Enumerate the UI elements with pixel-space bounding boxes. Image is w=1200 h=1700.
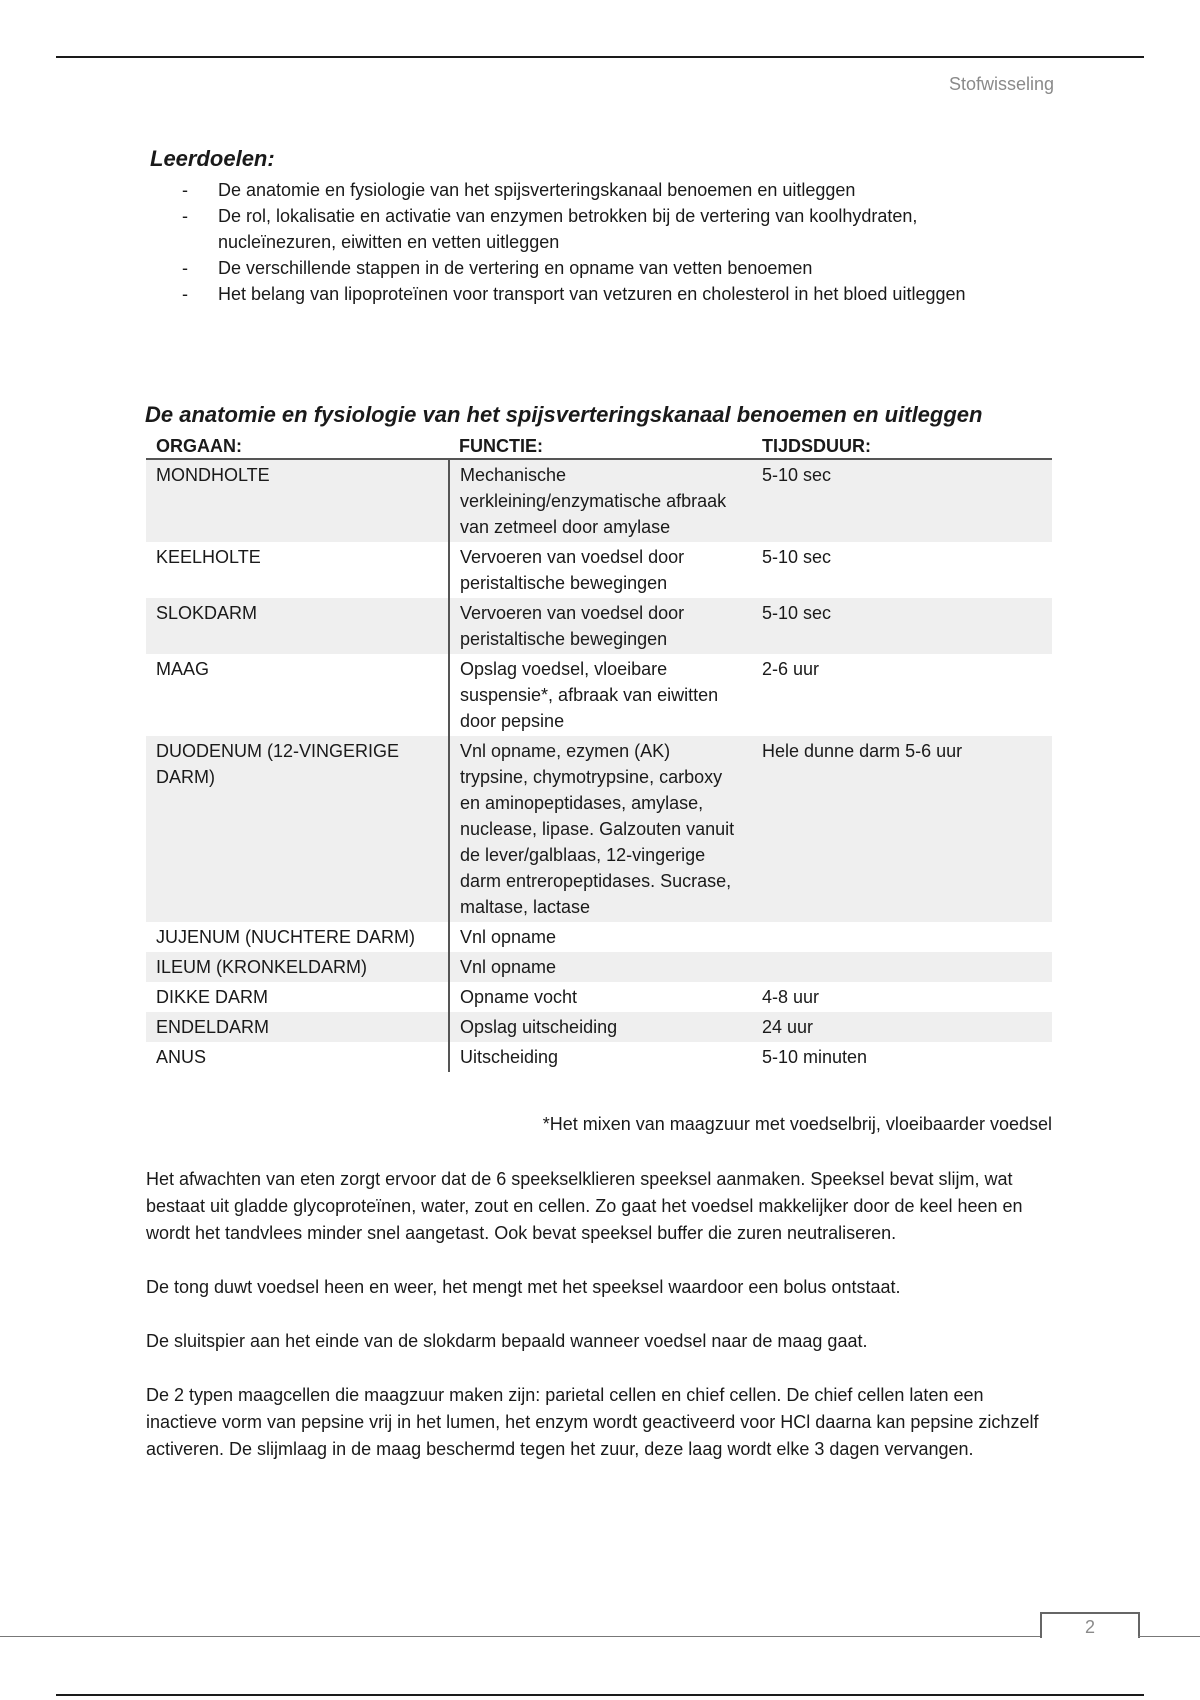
table-row	[146, 952, 1052, 982]
table-row	[146, 922, 1052, 952]
function-cell: Uitscheiding	[460, 1047, 559, 1067]
column-header-duration: TIJDSDUUR:	[752, 432, 1052, 459]
function-cell: Opname vocht	[460, 987, 578, 1007]
organ-cell: MAAG	[146, 654, 449, 736]
organ-cell: ENDELDARM	[146, 1012, 449, 1042]
organ-cell: DIKKE DARM	[146, 982, 449, 1012]
table-row	[146, 542, 1052, 598]
duration-cell: 2-6 uur	[762, 659, 820, 679]
table-row	[146, 654, 1052, 736]
footer-rule-right	[1138, 1636, 1200, 1637]
organ-cell: JUJENUM (NUCHTERE DARM)	[146, 922, 449, 952]
function-cell: Vervoeren van voedsel door peristaltische bewegingen	[460, 547, 685, 593]
table-row	[146, 1012, 1052, 1042]
duration-cell	[752, 952, 1052, 982]
organ-cell: ILEUM (KRONKELDARM)	[146, 952, 449, 982]
goal-item: - De anatomie en fysiologie van het spijsverteringskanaal benoemen en uitleggen	[180, 177, 1040, 203]
duration-cell: 5-10 sec	[762, 547, 832, 567]
paragraph-tongue: De tong duwt voedsel heen en weer, het mengt met het speeksel waardoor een bolus ontstaat.	[146, 1277, 901, 1297]
function-cell: Opslag voedsel, vloeibare suspensie*, afbraak van eiwitten door pepsine	[460, 659, 719, 731]
goal-item: - De rol, lokalisatie en activatie van enzymen betrokken bij de vertering van koolhydraten, nucleïnezuren, eiwitten en vetten uitleggen	[180, 203, 1040, 255]
header-title: Stofwisseling	[948, 74, 1054, 94]
duration-cell: 5-10 sec	[752, 459, 1052, 542]
function-cell: Vnl opname	[460, 927, 557, 947]
goal-item: - De verschillende stappen in de vertering en opname van vetten benoemen	[180, 255, 1040, 281]
table-row	[146, 982, 1052, 1012]
paragraph-sphincter: De sluitspier aan het einde van de slokdarm bepaald wanneer voedsel naar de maag gaat.	[146, 1331, 868, 1351]
top-rule	[56, 56, 1144, 58]
organ-cell: SLOKDARM	[146, 598, 449, 654]
learning-goals-heading: Leerdoelen:	[150, 146, 275, 171]
organ-cell: DUODENUM (12-VINGERIGE DARM)	[146, 736, 449, 922]
function-cell: Opslag uitscheiding	[449, 1012, 752, 1042]
table-row	[146, 459, 1052, 542]
paragraph-stomach-cells: De 2 typen maagcellen die maagzuur maken zijn: parietal cellen en chief cellen. De chief cellen laten een inactieve vorm van pepsine vrij in het lumen, het enzym wordt geactiveerd voor HCl daarna kan pepsine zichzelf activeren. De slijmlaag in de maag beschermd tegen het zuur, deze laag wordt elke 3 dagen vervangen.	[146, 1385, 1039, 1459]
duration-cell: 4-8 uur	[762, 987, 820, 1007]
organ-cell: MONDHOLTE	[146, 459, 449, 542]
organ-cell: KEELHOLTE	[146, 542, 449, 598]
organ-function-table	[146, 432, 1052, 1072]
learning-goals-list	[180, 177, 1040, 307]
table-footnote: *Het mixen van maagzuur met voedselbrij, vloeibaarder voedsel	[542, 1114, 1052, 1134]
column-header-function: FUNCTIE:	[449, 432, 752, 459]
bottom-rule	[56, 1694, 1144, 1696]
function-cell: Vnl opname, ezymen (AK) trypsine, chymotrypsine, carboxy en aminopeptidases, amylase, nuclease, lipase. Galzouten vanuit de lever/galblaas, 12-vingerige darm entreropeptidases. Sucrase, maltase, lactase	[449, 736, 752, 922]
paragraph-saliva: Het afwachten van eten zorgt ervoor dat de 6 speekselklieren speeksel aanmaken. Speeksel bevat slijm, wat bestaat uit gladde glycoproteïnen, water, zout en cellen. Zo gaat het voedsel makkelijker door de keel heen en wordt het tandvlees minder snel aangetast. Ook bevat speeksel buffer die zuren neutraliseren.	[146, 1169, 1023, 1243]
table-header-row	[146, 432, 1052, 459]
duration-cell: 5-10 sec	[752, 598, 1052, 654]
duration-cell: 5-10 minuten	[762, 1047, 868, 1067]
footer-rule-left	[0, 1636, 1042, 1637]
goal-item: - Het belang van lipoproteïnen voor transport van vetzuren en cholesterol in het bloed uitleggen	[180, 281, 1040, 307]
duration-cell: Hele dunne darm 5-6 uur	[752, 736, 1052, 922]
table-row	[146, 1042, 1052, 1072]
function-cell: Vnl opname	[449, 952, 752, 982]
table-row	[146, 598, 1052, 654]
function-cell: Vervoeren van voedsel door peristaltische bewegingen	[449, 598, 752, 654]
section-heading: De anatomie en fysiologie van het spijsverteringskanaal benoemen en uitleggen	[145, 402, 983, 427]
duration-cell	[752, 922, 1052, 952]
page-number: 2	[1040, 1612, 1140, 1638]
table-row	[146, 736, 1052, 922]
organ-cell: ANUS	[146, 1042, 449, 1072]
column-header-organ: ORGAAN:	[146, 432, 449, 459]
function-cell: Mechanische verkleining/enzymatische afbraak van zetmeel door amylase	[449, 459, 752, 542]
duration-cell: 24 uur	[752, 1012, 1052, 1042]
